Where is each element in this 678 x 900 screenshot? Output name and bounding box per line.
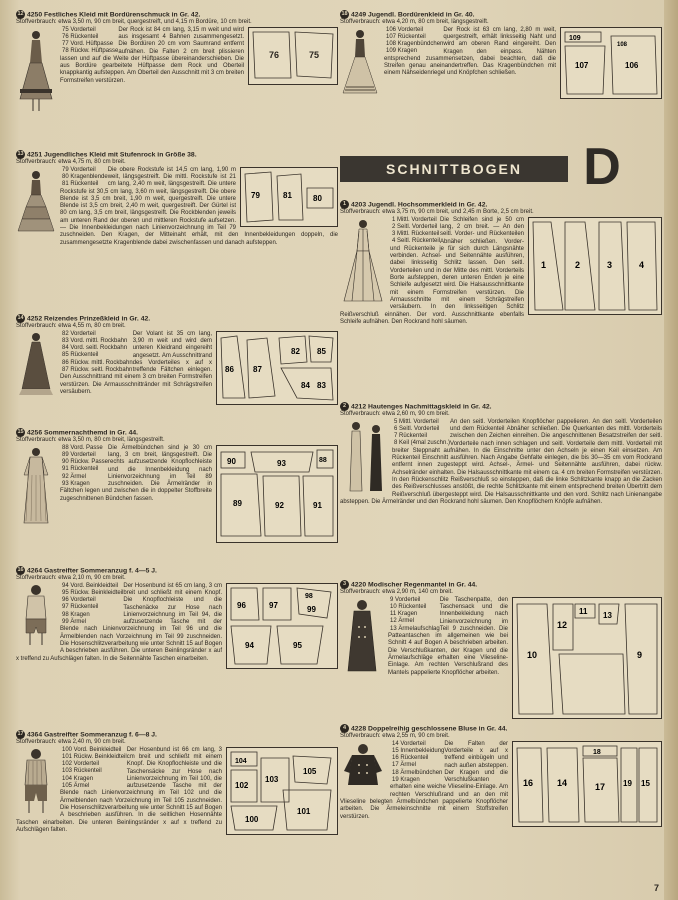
- sheet-number: 19: [623, 778, 632, 788]
- pattern-entry-14: [16, 314, 338, 426]
- sheet-number: 9: [637, 649, 643, 660]
- pattern-entry-16: [16, 566, 338, 728]
- pattern-sheet-diagram: [528, 217, 662, 315]
- entry-title: 4212 Hautenges Nachmittagskleid in Gr. 42.: [351, 403, 492, 411]
- fabric-usage: Stoffverbrauch: etwa 2,55 m, 90 cm breit.: [340, 733, 450, 740]
- sheet-number: 76: [269, 49, 280, 60]
- pattern-entry-3: [340, 580, 662, 720]
- piece-list: [386, 27, 443, 56]
- instruction-text: Die Taschenpatte, den Taschensack und die Innenbekleidung nach Linienvorzeichnung im Teil 9 zuschneiden. Die Patteantaschen im allgemeinen wie bei Schnitt 4 auf Bogen A beschrieben arbeiten. Die Verschlußkanten, der Kragen und die Ärmelaufschläge erhalten eine Vlieseline-Einlage. Am rechten Verschlußrand des Mantels pappelierte Knopflöcher arbeiten.: [388, 596, 508, 676]
- dress-illustration: [16, 331, 56, 399]
- piece-list: [392, 217, 440, 246]
- piece-item: 102 Vorderteil: [62, 761, 100, 768]
- pattern-entry-18: [340, 10, 662, 138]
- entry-title: 4256 Sommernachthemd in Gr. 44.: [27, 429, 139, 437]
- piece-item: 107 Rückenteil: [386, 33, 426, 40]
- sheet-number: 107: [575, 60, 589, 70]
- instruction-text: Der Hosenbund ist 65 cm lang, 3 cm breit und schließt mit einem Knopf. Die Knopflochleiste und die Taschenäcke zur Hose nach Linienvorzeichnung im Teil 94, die aufzusetzende Tasche mit der Blende nach Linienvorzeichnung im Teil 96 und die Ärmelblenden nach Vorzeichnung im Teil 99 zuschneiden. Die Hosenschlitzverarbeitung wie unter Schnitt 15 auf Bogen A beschrieben ausführen. Die unteren Beinlingsränder x auf x treffend zu Aufschlägen falten. In die Seitennähte Taschen einarbeiten.: [16, 582, 222, 662]
- pattern-sheet-diagram: [216, 445, 338, 543]
- sheet-number: 86: [225, 364, 234, 374]
- piece-item: 95 Rückw. Beinkleidteil: [62, 589, 124, 596]
- pattern-entry-17: [16, 730, 338, 898]
- instruction-text: Die obere Rockstufe ist 14,5 cm lang, 1,90 m weit, längsgestreift. Die mittl. Rockstufe ist 21 cm lang, 2,40 m weit, längsgestreift. Die untere Rockstufe ist 30,5 cm lang, 3,60 m weit, längsgestreift. Die obere Blende ist 3,5 cm breit, 1,90 m weit, quergestreift. Die untere Blende ist 3,5 cm breit, 2,40 m weit, quergestreift. Der Gürtel ist 80 cm lang, 3,5 cm breit, längsgestreift. Die Rockblenden jeweils am unteren Rand der oberen und mittleren Rockstufe aufsetzen. — Die Innenbekleidungen nach Linienvorzeichnung im Teil 79 zuschneiden. Den Kragen, der Mitteinaht erhält, mit den Innenbekleidungen doppeln, die zusammengesetzte Kragenblende dabei zwischenfassen und danach aufsteppen.: [60, 166, 338, 246]
- sheet-number: 104: [235, 757, 247, 765]
- page-edge: [664, 0, 678, 900]
- fabric-usage: Stoffverbrauch: etwa 3,50 m, 80 cm breit, längsgestreift.: [16, 437, 165, 444]
- piece-item: 89 Vorderteil: [62, 451, 96, 458]
- sheet-number: 12: [557, 619, 568, 630]
- entry-number: 17: [17, 731, 24, 737]
- sheet-number: 15: [641, 778, 650, 788]
- sheet-number: 2: [575, 259, 581, 270]
- entry-number: 14: [17, 315, 24, 321]
- piece-item: 7 Rückenteil: [394, 433, 428, 440]
- piece-item: 87 Rückw. seitl. Rockbahn: [62, 366, 133, 373]
- section-banner: [340, 138, 640, 196]
- piece-item: 100 Vord. Beinkleidteil: [62, 746, 122, 753]
- sheet-number: 109: [569, 34, 581, 42]
- entry-title: 4252 Reizendes Prinzeßkleid in Gr. 42.: [27, 315, 151, 323]
- page-number: 7: [654, 883, 660, 893]
- banner-letter: D: [583, 138, 621, 196]
- sheet-number: 80: [313, 193, 322, 203]
- dress-illustration: [340, 27, 380, 103]
- raincoat-illustration: [340, 597, 384, 679]
- entry-number: 3: [340, 580, 349, 589]
- sheet-number: 14: [557, 777, 568, 788]
- piece-item: 104 Kragen: [62, 775, 94, 782]
- piece-list: [62, 445, 108, 488]
- sheet-number: 4: [639, 259, 645, 270]
- entry-title: 4249 Jugendl. Bordürenkleid in Gr. 40.: [351, 11, 475, 19]
- piece-list: [62, 27, 118, 56]
- entry-number: 1: [340, 200, 349, 209]
- piece-item: 99 Ärmel: [62, 618, 87, 625]
- piece-item: 109 Kragen: [386, 48, 418, 55]
- piece-item: 9 Vorderteil: [390, 596, 421, 603]
- pattern-sheet-diagram: [512, 597, 662, 719]
- pattern-entry-1: [340, 200, 662, 398]
- piece-item: 97 Rückenteil: [62, 604, 99, 611]
- piece-item: 80 Kragenblende: [62, 173, 108, 180]
- piece-item: 84 Vord. seitl. Rockbahn: [62, 345, 128, 352]
- entry-title: 4220 Modischer Regenmantel in Gr. 44.: [351, 581, 478, 589]
- blouse-illustration: [340, 741, 386, 797]
- piece-item: 16 Rückenteil: [392, 755, 429, 762]
- piece-item: 96 Vorderteil: [62, 597, 96, 604]
- piece-item: 76 Rückenteil: [62, 33, 99, 40]
- piece-item: 2 Seitl. Vorderteil: [392, 223, 438, 230]
- piece-item: 5 Mittl. Vorderteil: [394, 418, 439, 425]
- fabric-usage: Stoffverbrauch: etwa 2,60 m, 90 cm breit.: [340, 411, 450, 418]
- pattern-sheet-diagram: [560, 27, 662, 99]
- entry-title: 4203 Jugendl. Hochsommerkleid in Gr. 42.: [351, 201, 488, 209]
- dress-illustration: [340, 217, 386, 309]
- sheet-number: 105: [303, 766, 317, 776]
- sheet-number: 10: [527, 649, 538, 660]
- piece-item: 101 Rückw. Beinkleidteil: [62, 753, 127, 760]
- sheet-number: 88: [319, 456, 327, 464]
- sheet-number: 17: [595, 781, 606, 792]
- sheet-number: 75: [309, 49, 320, 60]
- entry-title: 4264 Gastreifter Sommeranzug f. 4—5 J.: [27, 567, 157, 575]
- sheet-number: 84: [301, 380, 310, 390]
- pattern-entry-13: [16, 150, 338, 310]
- sheet-number: 13: [603, 610, 612, 620]
- instruction-text: Der Rock ist 84 cm lang, 3,15 m weit und wird aus insgesamt 4 Bahnen zusammengesetzt. Die Bordüren 20 cm vom Saumrand entfernt aufnähen. Die Falten 2 cm breit plissieren lassen und auf die Weite der Hüftpasse übereinanderschieben. Die aus Bordüre gearbeitete Hüftpasse dem Rock und Oberteil knappkantig aufsteppen. Am Oberteil den Ausschnitt mit 3 cm breiten Formstreifen verstürzen.: [60, 26, 244, 84]
- instruction-text: An den seitl. Vorderteilen Knopflöcher pappelieren. An den seitl. Vorderteilen und dem Rückenteil Abnäher schließen. Die Querkanten des mittl. Vorderteils zwischen den Zeichen einreihen. Die angeschnittenen Besatzstreifen der seitl. Vorderteile nach innen schlagen und seitl. Vorderteile dem mittl. Vorderteil mit breiter Steppnaht aufnähen. In die Einschnitte unter den Achseln je einen Keil einsetzen. Am Rückenteil Einschnitt ausführen. Nach Angabe Gehfalte einlegen, die bis 30—35 cm vom Rockrand entfernt innen zugesteppt wird. Achsel-, Ärmel- und Seitennähte ausführen, dabei rückw. Achselränder einhalten. Die Halsausschnittkante mit einem ca. 4 cm breiten Formstreifen verstürzen. In den Rückenschlitz Reißverschluß so einsteppen, daß die linke Schlitzkante knapp an die Zacken des Reißverschlusses anstößt, die rechte Schlitzkante mit einem entsprechend breiten Übertritt dem Reißverschluß übergesteppt wird. Die Halsausschnittkante und den vord. Schlitz nach Linienangabe absteppen. Die Ärmelränder und den Rockrand hohl säumen. Den Knopflöchern Knöpfe aufnähen.: [340, 418, 662, 505]
- piece-item: 108 Kragenbündchen: [386, 41, 444, 48]
- sheet-number: 16: [523, 777, 534, 788]
- piece-item: 103 Rückenteil: [62, 768, 102, 775]
- sheet-number: 82: [291, 346, 300, 356]
- sheet-number: 93: [277, 458, 286, 468]
- sheet-number: 87: [253, 364, 262, 374]
- piece-item: 92 Ärmel: [62, 473, 87, 480]
- pattern-sheet-diagram: [512, 741, 662, 827]
- entry-number: 12: [17, 11, 24, 17]
- dress-illustration: [16, 167, 56, 241]
- pattern-entry-12: [16, 10, 338, 148]
- sheet-number: 85: [317, 346, 326, 356]
- child-suit-illustration: [16, 583, 56, 649]
- instruction-text: Die Ärmelbündchen sind je 30 cm lang, 3 cm breit, längsgestreift. Die rechts aufzusetzende Knopflochleiste und die Innenbekleidung nach Linienvorzeichnung im Teil 89 zuschneiden. Die Ärmelränder in Fältchen legen und zwischen die in doppelter Stoffbreite zugeschnittenen Bündchen fassen.: [60, 444, 212, 502]
- entry-number: 4: [340, 724, 349, 733]
- sheet-number: 96: [237, 600, 246, 610]
- piece-item: 105 Ärmel: [62, 782, 90, 789]
- pattern-entry-2: [340, 402, 662, 576]
- pattern-sheet-diagram: [216, 331, 338, 405]
- sheet-number: 11: [579, 606, 588, 616]
- sheet-number: 94: [245, 640, 254, 650]
- banner-label: SCHNITTBOGEN: [340, 156, 568, 182]
- entry-number: 16: [17, 567, 24, 573]
- piece-item: 106 Vorderteil: [386, 26, 424, 33]
- pattern-sheet-diagram: [226, 583, 338, 669]
- sheet-number: 100: [245, 814, 259, 824]
- sheet-number: 90: [227, 456, 236, 466]
- piece-item: 83 Vord. mittl. Rockbahn: [62, 337, 128, 344]
- sheet-number: 102: [235, 780, 249, 790]
- sheet-number: 92: [275, 500, 284, 510]
- entry-title: 4228 Doppelreihig geschlossene Bluse in Gr. 44.: [351, 725, 508, 733]
- sheet-number: 89: [233, 498, 242, 508]
- piece-item: 91 Rückenteil: [62, 466, 99, 473]
- pattern-entry-4: [340, 724, 662, 874]
- piece-item: 6 Seitl. Vorderteil: [394, 425, 440, 432]
- sheet-number: 97: [269, 600, 278, 610]
- sheet-number: 103: [265, 774, 279, 784]
- piece-item: 14 Vorderteil: [392, 740, 426, 747]
- sheet-number: 108: [617, 41, 628, 48]
- piece-item: 86 Rückw. mittl. Rockbahn: [62, 359, 133, 366]
- instruction-text: Der Hosenbund ist 66 cm lang, 3 cm breit und schließt mit einem Knopf. Die Knopflochleiste und die Taschensäcke zur Hose nach Linienvorzeichnung im Teil 100, die aufzusetzende Tasche mit der Blende nach Linienvorzeichnung im Teil 102 und die Ärmelblenden nach Vorzeichnung im Teil 105 zuschneiden. Die Hosenschlitzverarbeitung wie unter Schnitt 15 auf Bogen A beschrieben ausführen. In die seitlichen Hosennähte Taschen einarbeiten. Die unteren Beinlingsränder x auf x treffend zu Aufschlägen falten.: [16, 746, 222, 833]
- child-suit-illustration: [16, 747, 56, 817]
- piece-item: 8 Keil (4mal zuschn.): [394, 440, 451, 447]
- piece-list: [394, 419, 450, 448]
- piece-item: 85 Rückenteil: [62, 352, 99, 359]
- fabric-usage: Stoffverbrauch: etwa 3,50 m, 90 cm breit, quergestreift, und 4,15 m Bordüre, 10 cm breit.: [16, 19, 252, 26]
- dress-illustration: [340, 419, 388, 499]
- nightgown-illustration: [16, 445, 56, 529]
- sheet-number: 98: [305, 592, 313, 600]
- sheet-number: 95: [293, 640, 302, 650]
- pattern-sheet-diagram: [240, 167, 338, 227]
- instruction-text: Die Falten der Vorderteile x auf x treffend einbügeln und nach außen absteppen. Der Kragen und die Verschlußkanten erhalten eine weiche Vlieseline-Einlage. Am rechten Verschlußrand und an den mit Vlieseline belegten Ärmelbündchen pappelierte Knopflöcher arbeiten. Die Ärmeleinschnitte mit einem Stoffstreifen verstürzen.: [340, 740, 508, 820]
- fabric-usage: Stoffverbrauch: etwa 2,10 m, 90 cm breit.: [16, 575, 126, 582]
- piece-list: [390, 597, 440, 633]
- piece-item: 94 Vord. Beinkleidteil: [62, 582, 119, 589]
- piece-item: 13 Ärmelaufschlag: [390, 625, 440, 632]
- piece-item: 15 Innenbekleidung: [392, 747, 445, 754]
- instruction-text: Der Rock ist 63 cm lang, 2,80 m weit, quergestreift, erhält linksseitig Naht und wird am oberen Rand eingereiht. Den Kragen den einpass. Nähten entsprechend zusammensetzen, dabei beachten, daß die Streifen genau aneinandertreffen. Das Kragenbündchen mit einem Nähseidenriegel und Knöpfchen schließen.: [384, 26, 556, 77]
- pattern-sheet-diagram: [226, 747, 338, 835]
- piece-item: 78 Rückw. Hüftpasse: [62, 48, 119, 55]
- piece-item: 90 Rückw. Passe: [62, 459, 109, 466]
- entry-number: 2: [340, 402, 349, 411]
- entry-title: 4251 Jugendliches Kleid mit Stufenrock in Größe 38.: [27, 151, 197, 159]
- entry-number: 15: [17, 429, 24, 435]
- sheet-number: 3: [607, 259, 613, 270]
- sheet-number: 106: [625, 60, 639, 70]
- sheet-number: 1: [541, 259, 547, 270]
- piece-item: 12 Ärmel: [390, 618, 415, 625]
- piece-item: 17 Ärmel: [392, 762, 417, 769]
- fabric-usage: Stoffverbrauch: etwa 3,75 m, 90 cm breit, und 2,45 m Borte, 2,5 cm breit.: [340, 209, 534, 216]
- sheet-number: 79: [251, 190, 260, 200]
- pattern-sheet-diagram: [248, 27, 338, 85]
- piece-list: [392, 741, 444, 784]
- piece-list: [62, 583, 123, 626]
- piece-item: 75 Vorderteil: [62, 26, 96, 33]
- piece-item: 1 Mittl. Vorderteil: [392, 216, 437, 223]
- sheet-number: 18: [593, 748, 601, 756]
- piece-item: 10 Rückenteil: [390, 603, 427, 610]
- piece-list: [62, 167, 108, 189]
- piece-item: 77 Vord. Hüftpasse: [62, 41, 114, 48]
- entry-title: 4364 Gastreifter Sommeranzug f. 6—8 J.: [27, 731, 157, 739]
- entry-title: 4250 Festliches Kleid mit Bordürenschmuck in Gr. 42.: [27, 11, 201, 19]
- sheet-number: 99: [307, 604, 316, 614]
- piece-item: 93 Kragen: [62, 480, 90, 487]
- fabric-usage: Stoffverbrauch: etwa 2,40 m, 90 cm breit.: [16, 739, 126, 746]
- entry-number: 13: [17, 151, 24, 157]
- dress-illustration: [16, 27, 56, 113]
- instruction-text: Die Schleifen sind je 50 cm lang, 2 cm breit. — An den seitl. Vorder- und Rückenteilen Abnäher schließen. Vorder- und Rückenteile je für sich durch Längsnähte verbinden. Achsel- und Seitennähte ausführen, dabei linksseitig Schlitz lassen. Den seitl. Vorderteilen und in der Mitte des mittl. Vorderteils Borte aufsteppen, deren unteren Enden je eine Schleife aufgesetzt wird. Die Halsausschnittkante mit einem Formstreifen verstürzen. Die Armausschnitte mit einem Schrägstreifen versäubern. In den linksseitigen Schlitz Reißverschluß einnähen. Der vord. Ausschnittkante ebenfalls Schleife aufnähen. Den Rockrand hohl säumen.: [340, 216, 524, 325]
- sheet-number: 91: [313, 500, 322, 510]
- piece-item: 88 Vord. Passe: [62, 444, 103, 451]
- fabric-usage: Stoffverbrauch: etwa 4,75 m, 80 cm breit.: [16, 159, 126, 166]
- pattern-entry-15: [16, 428, 338, 564]
- piece-item: 19 Kragen: [392, 776, 420, 783]
- sheet-number: 101: [297, 806, 311, 816]
- piece-item: 82 Vorderteil: [62, 330, 96, 337]
- entry-number: 18: [341, 11, 348, 17]
- piece-list: [62, 747, 127, 790]
- instruction-text: Der Volant ist 35 cm lang, 3,90 m weit und wird dem unteren Kleidrand eingereiht angesetzt. Am Ausschnittrand des Vorderteiles x auf x treffende Fältchen einlegen. Den Ausschnittrand mit einem 3 cm breiten Formstreifen verstürzen. Die Armausschnittränder mit Schrägstreifen versäubern.: [60, 330, 212, 396]
- piece-item: 4 Seitl. Rückenteil: [392, 238, 441, 245]
- fabric-usage: Stoffverbrauch: etwa 4,20 m, 80 cm breit, längsgestreift.: [340, 19, 489, 26]
- piece-item: 98 Kragen: [62, 611, 90, 618]
- sheet-number: 81: [283, 190, 292, 200]
- fabric-usage: Stoffverbrauch: etwa 2,90 m, 140 cm breit.: [340, 589, 453, 596]
- piece-item: 81 Rückenteil: [62, 181, 99, 188]
- piece-item: 79 Vorderteil: [62, 166, 96, 173]
- sheet-number: 83: [317, 380, 326, 390]
- piece-item: 3 Mittl. Rückenteil: [392, 231, 440, 238]
- piece-item: 18 Ärmelbündchen: [392, 769, 443, 776]
- fabric-usage: Stoffverbrauch: etwa 4,55 m, 80 cm breit.: [16, 323, 126, 330]
- piece-list: [62, 331, 133, 374]
- piece-item: 11 Kragen: [390, 611, 418, 618]
